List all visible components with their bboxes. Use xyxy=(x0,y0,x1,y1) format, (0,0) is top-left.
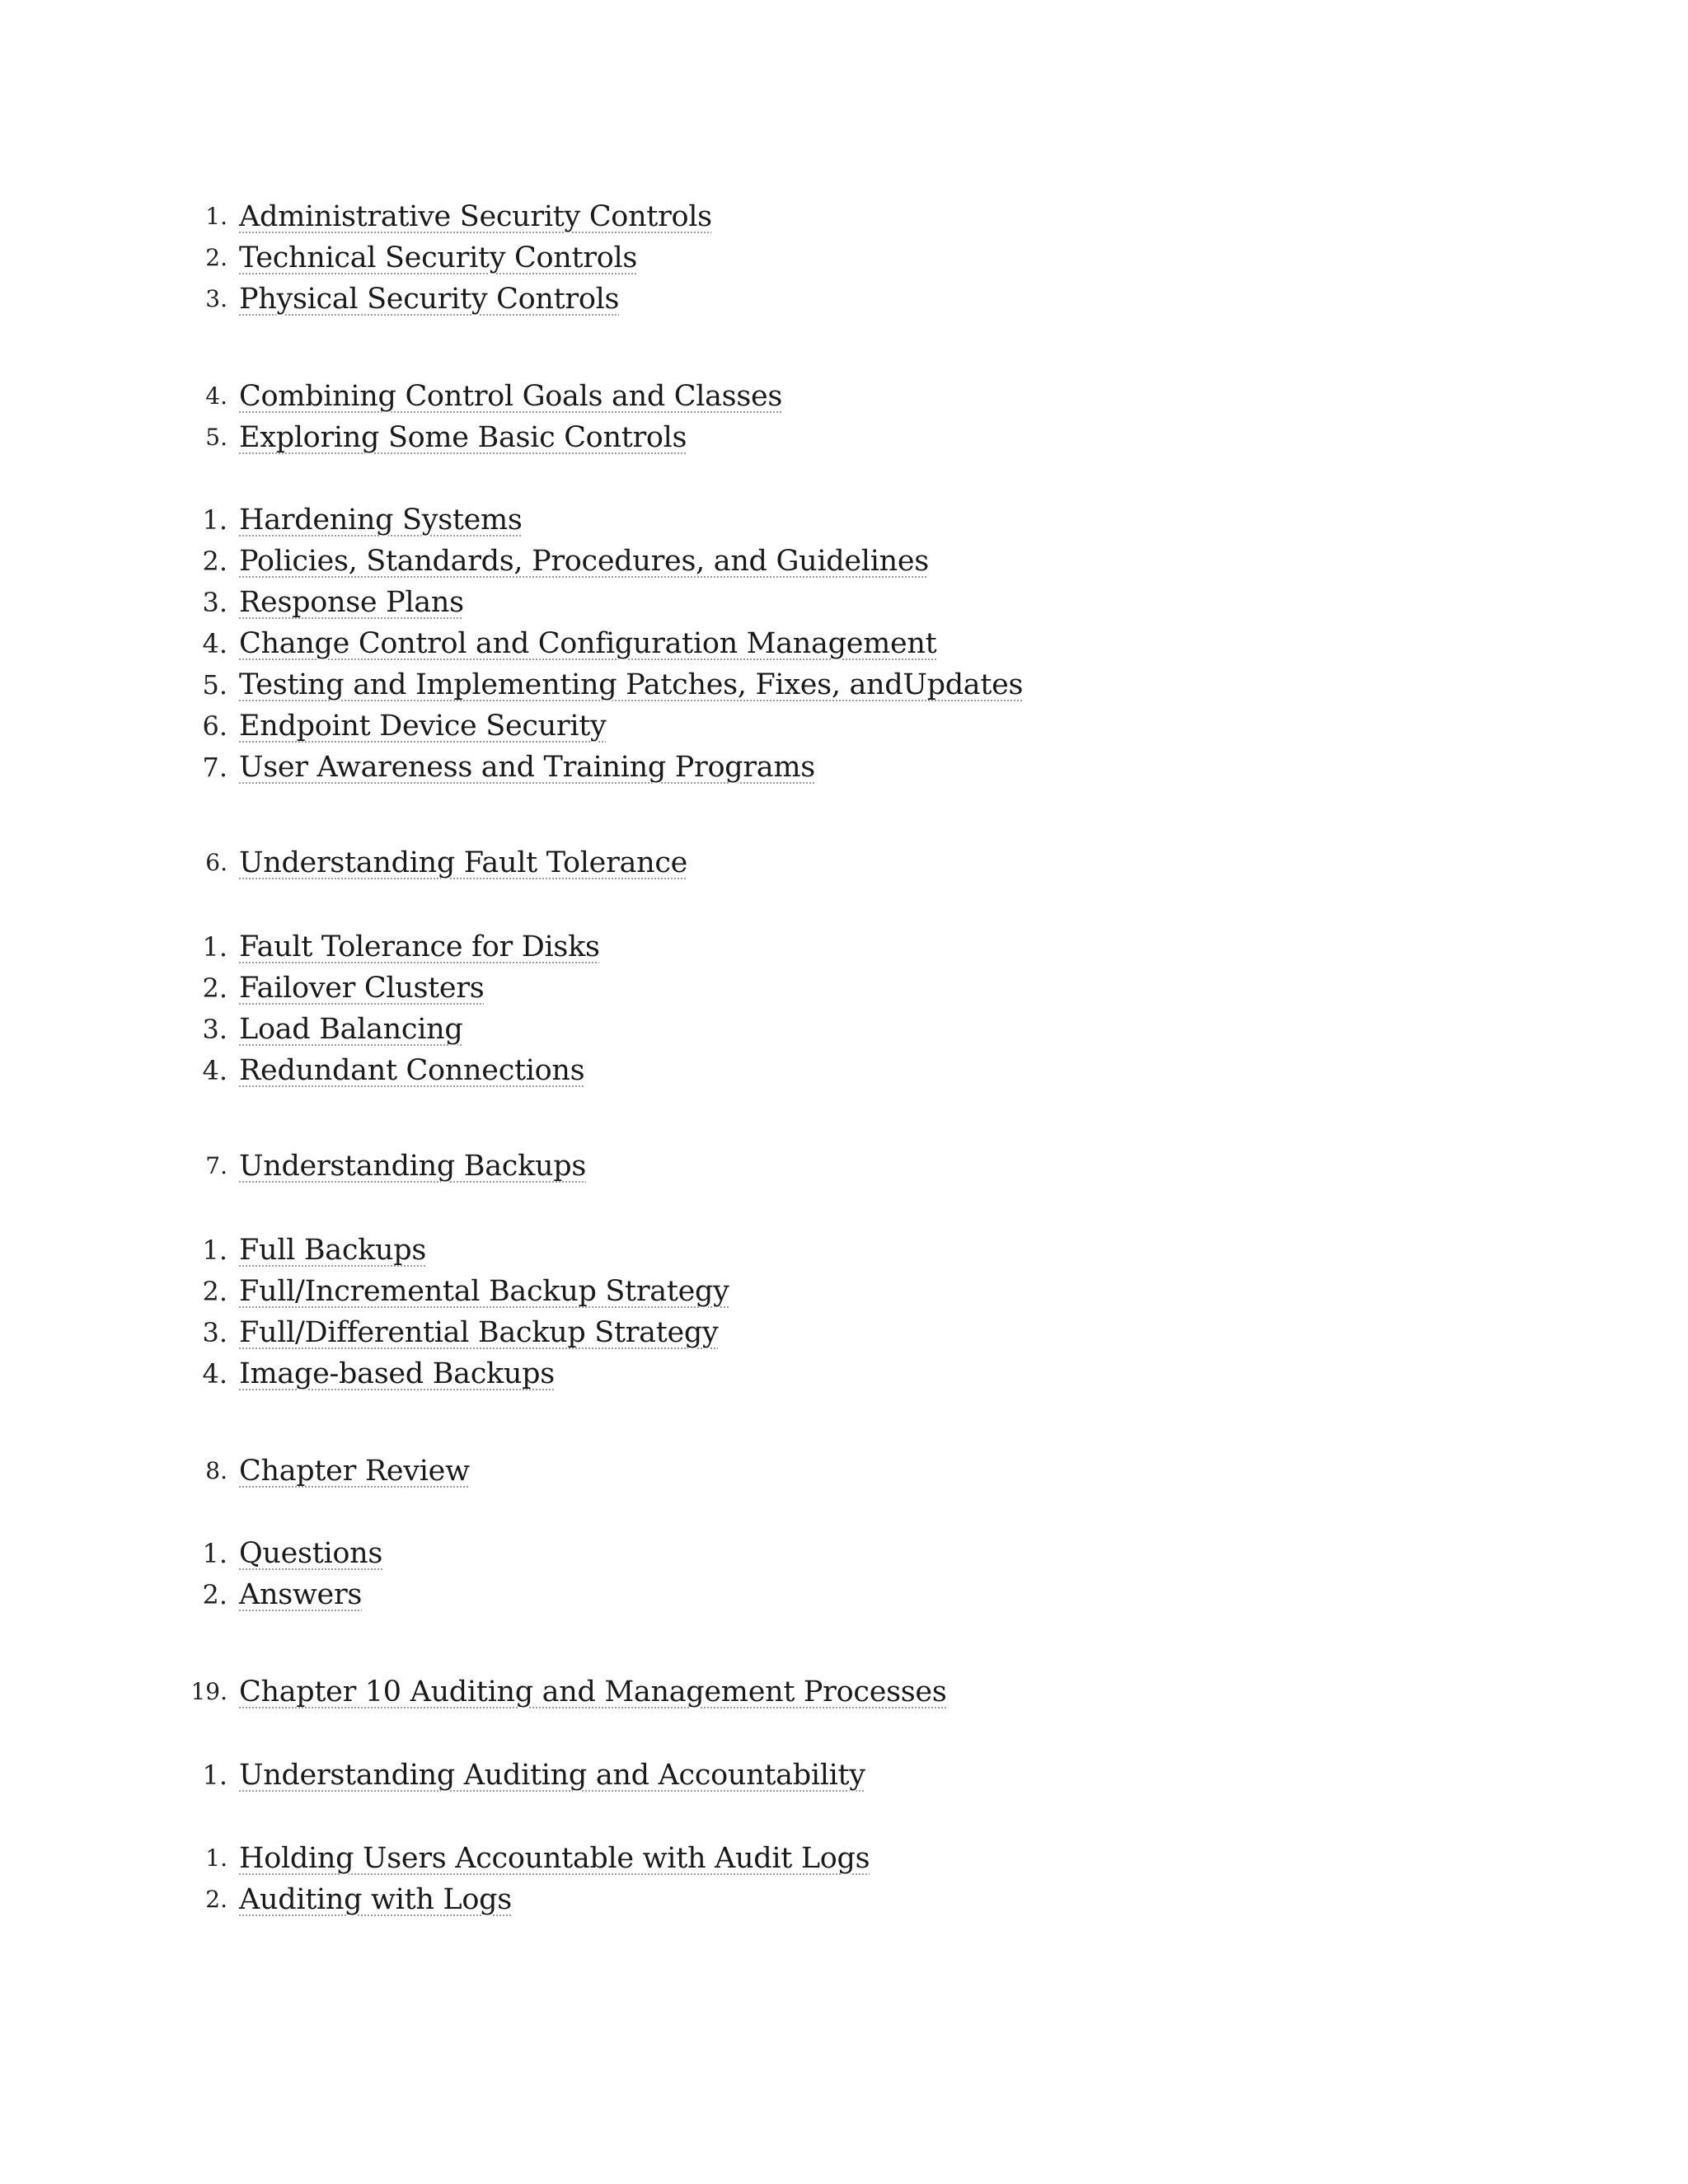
toc-entry-link[interactable]: Auditing with Logs xyxy=(239,1883,512,1916)
toc-entry-link[interactable]: Administrative Security Controls xyxy=(239,200,712,233)
toc-entry xyxy=(0,968,1154,1009)
toc-entry xyxy=(0,279,1154,320)
toc-entry-number: 3. xyxy=(202,587,227,618)
toc-entry-number: 5. xyxy=(205,424,227,451)
toc-entry-link[interactable]: Chapter 10 Auditing and Management Processes xyxy=(239,1675,947,1708)
toc-entry xyxy=(0,623,1154,664)
toc-entry-link[interactable]: Technical Security Controls xyxy=(239,241,638,274)
toc-entry xyxy=(0,1755,1154,1796)
toc-entry xyxy=(0,926,1154,968)
toc-entry xyxy=(0,1574,1154,1615)
toc-entry-link[interactable]: Endpoint Device Security xyxy=(239,710,607,743)
toc-entry xyxy=(0,541,1154,582)
toc-entry xyxy=(0,747,1154,788)
toc-entry xyxy=(0,1312,1154,1353)
toc-entry xyxy=(0,499,1154,541)
toc-entry xyxy=(0,1353,1154,1394)
toc-entry-link[interactable]: Combining Control Goals and Classes xyxy=(239,380,783,413)
toc-entry-link[interactable]: Failover Clusters xyxy=(239,972,485,1005)
toc-entry-link[interactable]: Chapter Review xyxy=(239,1455,470,1488)
toc-entry-link[interactable]: Exploring Some Basic Controls xyxy=(239,421,687,454)
toc-entry-number: 1. xyxy=(202,504,227,536)
toc-entry-link[interactable]: Understanding Auditing and Accountability xyxy=(239,1759,865,1792)
toc-entry-number: 4. xyxy=(202,1358,227,1390)
toc-entry-number: 1. xyxy=(202,1235,227,1266)
toc-entry-link[interactable]: Holding Users Accountable with Audit Logs xyxy=(239,1842,870,1875)
toc-entry-link[interactable]: Understanding Fault Tolerance xyxy=(239,846,688,879)
toc-entry-number: 4. xyxy=(202,628,227,659)
toc-entry-link[interactable]: Hardening Systems xyxy=(239,504,523,537)
toc-entry-link[interactable]: Image-based Backups xyxy=(239,1357,555,1390)
toc-entry-number: 19. xyxy=(190,1678,227,1705)
toc-entry xyxy=(0,1009,1154,1050)
toc-entry-link[interactable]: Full Backups xyxy=(239,1234,427,1267)
toc-entry xyxy=(0,237,1154,279)
toc-entry xyxy=(0,417,1154,458)
toc-entry-link[interactable]: Questions xyxy=(239,1537,383,1570)
toc-entry-number: 2. xyxy=(202,972,227,1004)
toc-entry-number: 1. xyxy=(205,203,227,230)
toc-entry-number: 2. xyxy=(205,244,227,271)
toc-entry-number: 1. xyxy=(202,1538,227,1569)
toc-entry-number: 7. xyxy=(202,752,227,783)
toc-entry-number: 3. xyxy=(202,1014,227,1045)
toc-entry xyxy=(0,705,1154,747)
toc-entry xyxy=(0,582,1154,623)
toc-entry-link[interactable]: User Awareness and Training Programs xyxy=(239,751,815,784)
toc-entry xyxy=(0,376,1154,417)
toc-entry-link[interactable]: Full/Differential Backup Strategy xyxy=(239,1316,719,1349)
toc-entry xyxy=(0,1879,1154,1920)
toc-entry-number: 6. xyxy=(205,849,227,876)
toc-entry-link[interactable]: Policies, Standards, Procedures, and Guidelines xyxy=(239,545,929,578)
toc-entry-link[interactable]: Physical Security Controls xyxy=(239,283,620,316)
toc-entry-link[interactable]: Load Balancing xyxy=(239,1013,463,1046)
toc-entry-link[interactable]: Redundant Connections xyxy=(239,1054,585,1087)
toc-entry-number: 2. xyxy=(202,1276,227,1307)
toc-entry-number: 1. xyxy=(202,931,227,963)
toc-entry-number: 6. xyxy=(202,710,227,742)
toc-entry xyxy=(0,1838,1154,1879)
toc-entry xyxy=(0,1050,1154,1091)
toc-entry-number: 3. xyxy=(205,285,227,312)
toc-entry-number: 2. xyxy=(205,1886,227,1913)
toc-entry xyxy=(0,1146,1154,1187)
toc-entry-number: 5. xyxy=(202,669,227,701)
toc-entry-link[interactable]: Full/Incremental Backup Strategy xyxy=(239,1275,729,1308)
toc-entry xyxy=(0,196,1154,237)
toc-entry xyxy=(0,1271,1154,1312)
toc-entry xyxy=(0,1533,1154,1574)
toc-entry-number: 1. xyxy=(202,1760,227,1791)
toc-entry-link[interactable]: Understanding Backups xyxy=(239,1150,586,1183)
toc-entry-link[interactable]: Fault Tolerance for Disks xyxy=(239,930,600,963)
toc-entry-number: 8. xyxy=(205,1457,227,1484)
toc-entry-link[interactable]: Change Control and Configuration Management xyxy=(239,627,937,660)
toc-entry-number: 2. xyxy=(202,546,227,577)
toc-entry xyxy=(0,1671,1154,1713)
toc-entry xyxy=(0,664,1154,705)
toc-entry-number: 1. xyxy=(205,1844,227,1872)
toc-entry-number: 4. xyxy=(205,382,227,410)
toc-entry-number: 2. xyxy=(202,1579,227,1610)
toc-entry xyxy=(0,1230,1154,1271)
toc-entry-number: 4. xyxy=(202,1055,227,1086)
toc-entry-link[interactable]: Response Plans xyxy=(239,586,464,619)
toc-entry xyxy=(0,842,1154,883)
toc-entry-number: 3. xyxy=(202,1317,227,1348)
toc-entry-link[interactable]: Testing and Implementing Patches, Fixes, andUpdates xyxy=(239,668,1024,701)
toc-entry-number: 7. xyxy=(205,1152,227,1179)
toc-entry xyxy=(0,1451,1154,1492)
toc-entry-link[interactable]: Answers xyxy=(239,1578,363,1611)
